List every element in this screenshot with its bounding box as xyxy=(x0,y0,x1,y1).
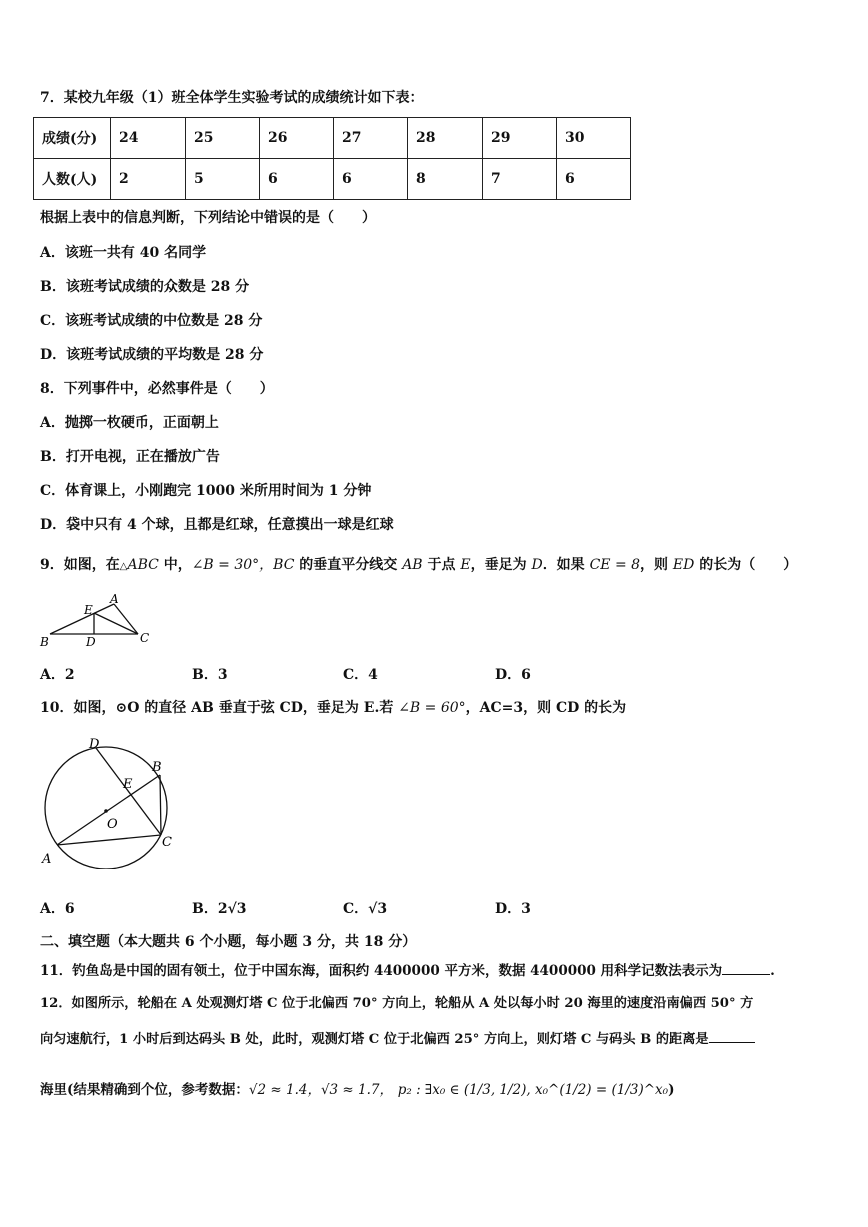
q8-stem: 8．下列事件中，必然事件是（ ） xyxy=(40,381,274,397)
answer-blank xyxy=(722,960,770,975)
q8-option-c: C．体育课上，小刚跑完 1000 米所用时间为 1 分钟 xyxy=(40,483,372,499)
section-heading: 二、填空题（本大题共 6 个小题，每小题 3 分，共 18 分） xyxy=(40,934,417,950)
q10-stem: 10．如图，⊙O 的直径 AB 垂直于弦 CD，垂足为 E.若 ∠B = 60°，AC=3，则 CD 的长为 xyxy=(40,700,627,716)
q9-stem: 9．如图，在△ABC 中，∠B = 30°，BC 的垂直平分线交 AB 于点 E，垂足为 D．如果 CE = 8，则 ED 的长为（ ） xyxy=(40,557,798,573)
q7-option-b: B．该班考试成绩的众数是 28 分 xyxy=(40,279,250,295)
label-e: E xyxy=(84,603,93,617)
label-d: D xyxy=(89,737,100,752)
table-cell: 6 xyxy=(260,159,334,200)
table-cell: 29 xyxy=(483,118,557,159)
label-o: O xyxy=(107,817,118,832)
q11-text: 11．钓鱼岛是中国的固有领土，位于中国东海，面积约 4400000 平方米，数据 4400000 用科学记数法表示为 . xyxy=(40,960,775,981)
table-header-cell: 成绩(分) xyxy=(34,118,111,159)
q7-option-a: A．该班一共有 40 名同学 xyxy=(40,245,207,261)
table-cell: 24 xyxy=(111,118,186,159)
q12-line-3: 海里(结果精确到个位，参考数据：√2 ≈ 1.4，√3 ≈ 1.7， p₂ : ∃x₀ ∈ (1/3, 1/2), x₀^(1/2) = (1/3)^x₀) xyxy=(40,1082,675,1098)
q10-option-c: C．√3 xyxy=(343,901,388,917)
q10-option-a: A．6 xyxy=(40,901,75,917)
table-cell: 5 xyxy=(186,159,260,200)
q9-option-b: B．3 xyxy=(192,667,228,683)
q7-question: 根据上表中的信息判断，下列结论中错误的是（ ） xyxy=(40,210,376,226)
table-cell: 6 xyxy=(334,159,408,200)
answer-blank xyxy=(709,1028,755,1043)
table-cell: 8 xyxy=(408,159,483,200)
label-b: B xyxy=(152,760,162,775)
table-cell: 2 xyxy=(111,159,186,200)
q7-stem: 7．某校九年级（1）班全体学生实验考试的成绩统计如下表： xyxy=(40,90,424,106)
q12-line-2: 向匀速航行，1 小时后到达码头 B 处，此时，观测灯塔 C 位于北偏西 25° 方向上，则灯塔 C 与码头 B 的距离是 xyxy=(40,1028,755,1050)
q8-option-b: B．打开电视，正在播放广告 xyxy=(40,449,220,465)
table-cell: 28 xyxy=(408,118,483,159)
q10-option-b: B．2√3 xyxy=(192,901,247,917)
table-cell: 25 xyxy=(186,118,260,159)
q9-option-a: A．2 xyxy=(40,667,75,683)
label-e: E xyxy=(123,777,133,792)
label-c: C xyxy=(162,835,172,850)
q9-option-d: D．6 xyxy=(495,667,531,683)
q8-option-d: D．袋中只有 4 个球，且都是红球，任意摸出一球是红球 xyxy=(40,517,394,533)
q8-option-a: A．抛掷一枚硬币，正面朝上 xyxy=(40,415,219,431)
table-cell: 26 xyxy=(260,118,334,159)
table-row xyxy=(34,118,631,159)
q10-circle-figure xyxy=(36,733,186,869)
table-header-cell: 人数(人) xyxy=(34,159,111,200)
q9-triangle-figure xyxy=(38,592,158,652)
q9-option-c: C．4 xyxy=(343,667,378,683)
table-cell: 30 xyxy=(557,118,631,159)
label-b: B xyxy=(40,635,49,649)
q7-option-c: C．该班考试成绩的中位数是 28 分 xyxy=(40,313,263,329)
q12-line-1: 12．如图所示，轮船在 A 处观测灯塔 C 位于北偏西 70° 方向上，轮船从 A 处以每小时 20 海里的速度沿南偏西 50° 方 xyxy=(40,996,754,1011)
table-cell: 6 xyxy=(557,159,631,200)
q10-option-d: D．3 xyxy=(495,901,531,917)
table-cell: 27 xyxy=(334,118,408,159)
label-d: D xyxy=(86,635,96,649)
q7-option-d: D．该班考试成绩的平均数是 28 分 xyxy=(40,347,264,363)
label-c: C xyxy=(140,631,150,645)
score-table xyxy=(33,117,631,200)
label-a: A xyxy=(42,852,52,867)
table-row xyxy=(34,159,631,200)
table-cell: 7 xyxy=(483,159,557,200)
label-a: A xyxy=(110,592,119,606)
